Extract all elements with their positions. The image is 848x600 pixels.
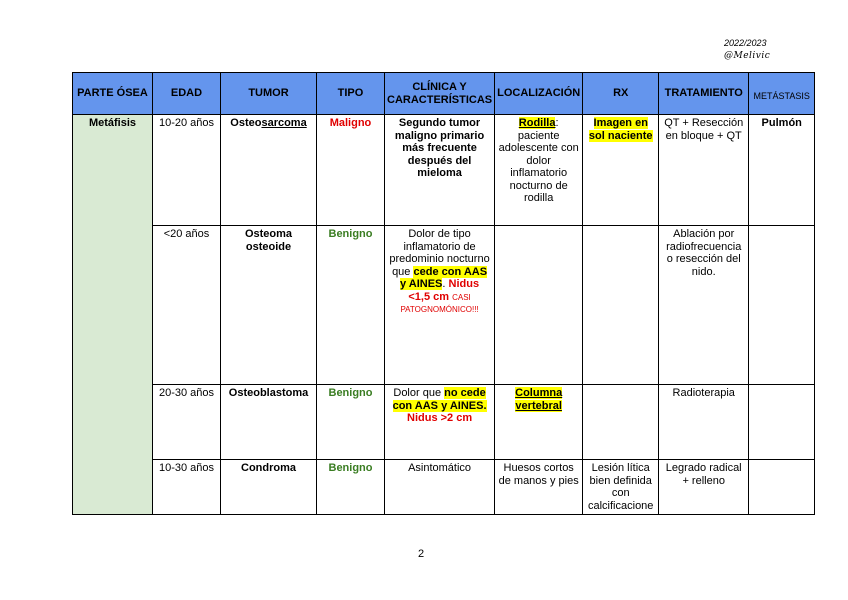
col-clinica: CLÍNICA Y CARACTERÍSTICAS (385, 73, 495, 115)
tipo-cell: Benigno (317, 460, 385, 515)
tumor-cell: Osteosarcoma (221, 115, 317, 226)
tumor-cell: Osteoma osteoide (221, 226, 317, 385)
tipo-cell: Maligno (317, 115, 385, 226)
localizacion-cell: Rodilla: paciente adolescente con dolor inflamatorio nocturno de rodilla (495, 115, 583, 226)
metastasis-cell (749, 460, 815, 515)
tratamiento-cell: Radioterapia (659, 385, 749, 460)
col-tipo: TIPO (317, 73, 385, 115)
tumor-table (72, 72, 815, 515)
tumor-cell: Condroma (221, 460, 317, 515)
tratamiento-cell: Ablación por radiofrecuencia o resección del nido. (659, 226, 749, 385)
clinica-cell: Asintomático (385, 460, 495, 515)
rx-cell (583, 226, 659, 385)
metastasis-cell (749, 385, 815, 460)
clinica-cell: Dolor de tipo inflamatorio de predominio nocturno que cede con AAS y AINES. Nidus <1,5 cm CASI PATOGNOMÓNICO!!! (385, 226, 495, 385)
clinica-cell: Dolor que no cede con AAS y AINES. Nidus >2 cm (385, 385, 495, 460)
col-parte-osea: PARTE ÓSEA (73, 73, 153, 115)
tumor-cell: Osteoblastoma (221, 385, 317, 460)
table-row (73, 226, 815, 385)
localizacion-cell: Huesos cortos de manos y pies (495, 460, 583, 515)
metastasis-cell (749, 226, 815, 385)
localizacion-cell (495, 226, 583, 385)
year-label: 2022/2023 (724, 38, 767, 48)
metastasis-cell: Pulmón (749, 115, 815, 226)
tratamiento-cell: Legrado radical + relleno (659, 460, 749, 515)
clinica-cell: Segundo tumor maligno primario más frecuente después del mieloma (385, 115, 495, 226)
col-metastasis: METÁSTASIS (749, 73, 815, 115)
col-localizacion: LOCALIZACIÓN (495, 73, 583, 115)
author-signature: @Melivic (724, 51, 771, 61)
edad-cell: 20-30 años (153, 385, 221, 460)
table-row (73, 115, 815, 226)
tipo-cell: Benigno (317, 385, 385, 460)
col-tratamiento: TRATAMIENTO (659, 73, 749, 115)
col-edad: EDAD (153, 73, 221, 115)
localizacion-cell: Columna vertebral (495, 385, 583, 460)
col-rx: RX (583, 73, 659, 115)
rx-cell: Imagen en sol naciente (583, 115, 659, 226)
table-row (73, 460, 815, 515)
edad-cell: 10-20 años (153, 115, 221, 226)
header-row (73, 73, 815, 115)
edad-cell: 10-30 años (153, 460, 221, 515)
table-row (73, 385, 815, 460)
col-tumor: TUMOR (221, 73, 317, 115)
page-number: 2 (418, 548, 425, 560)
bone-part-cell: Metáfisis (73, 115, 153, 515)
rx-cell (583, 385, 659, 460)
tipo-cell: Benigno (317, 226, 385, 385)
edad-cell: <20 años (153, 226, 221, 385)
rx-cell: Lesión lítica bien definida con calcificacione (583, 460, 659, 515)
tratamiento-cell: QT + Resección en bloque + QT (659, 115, 749, 226)
